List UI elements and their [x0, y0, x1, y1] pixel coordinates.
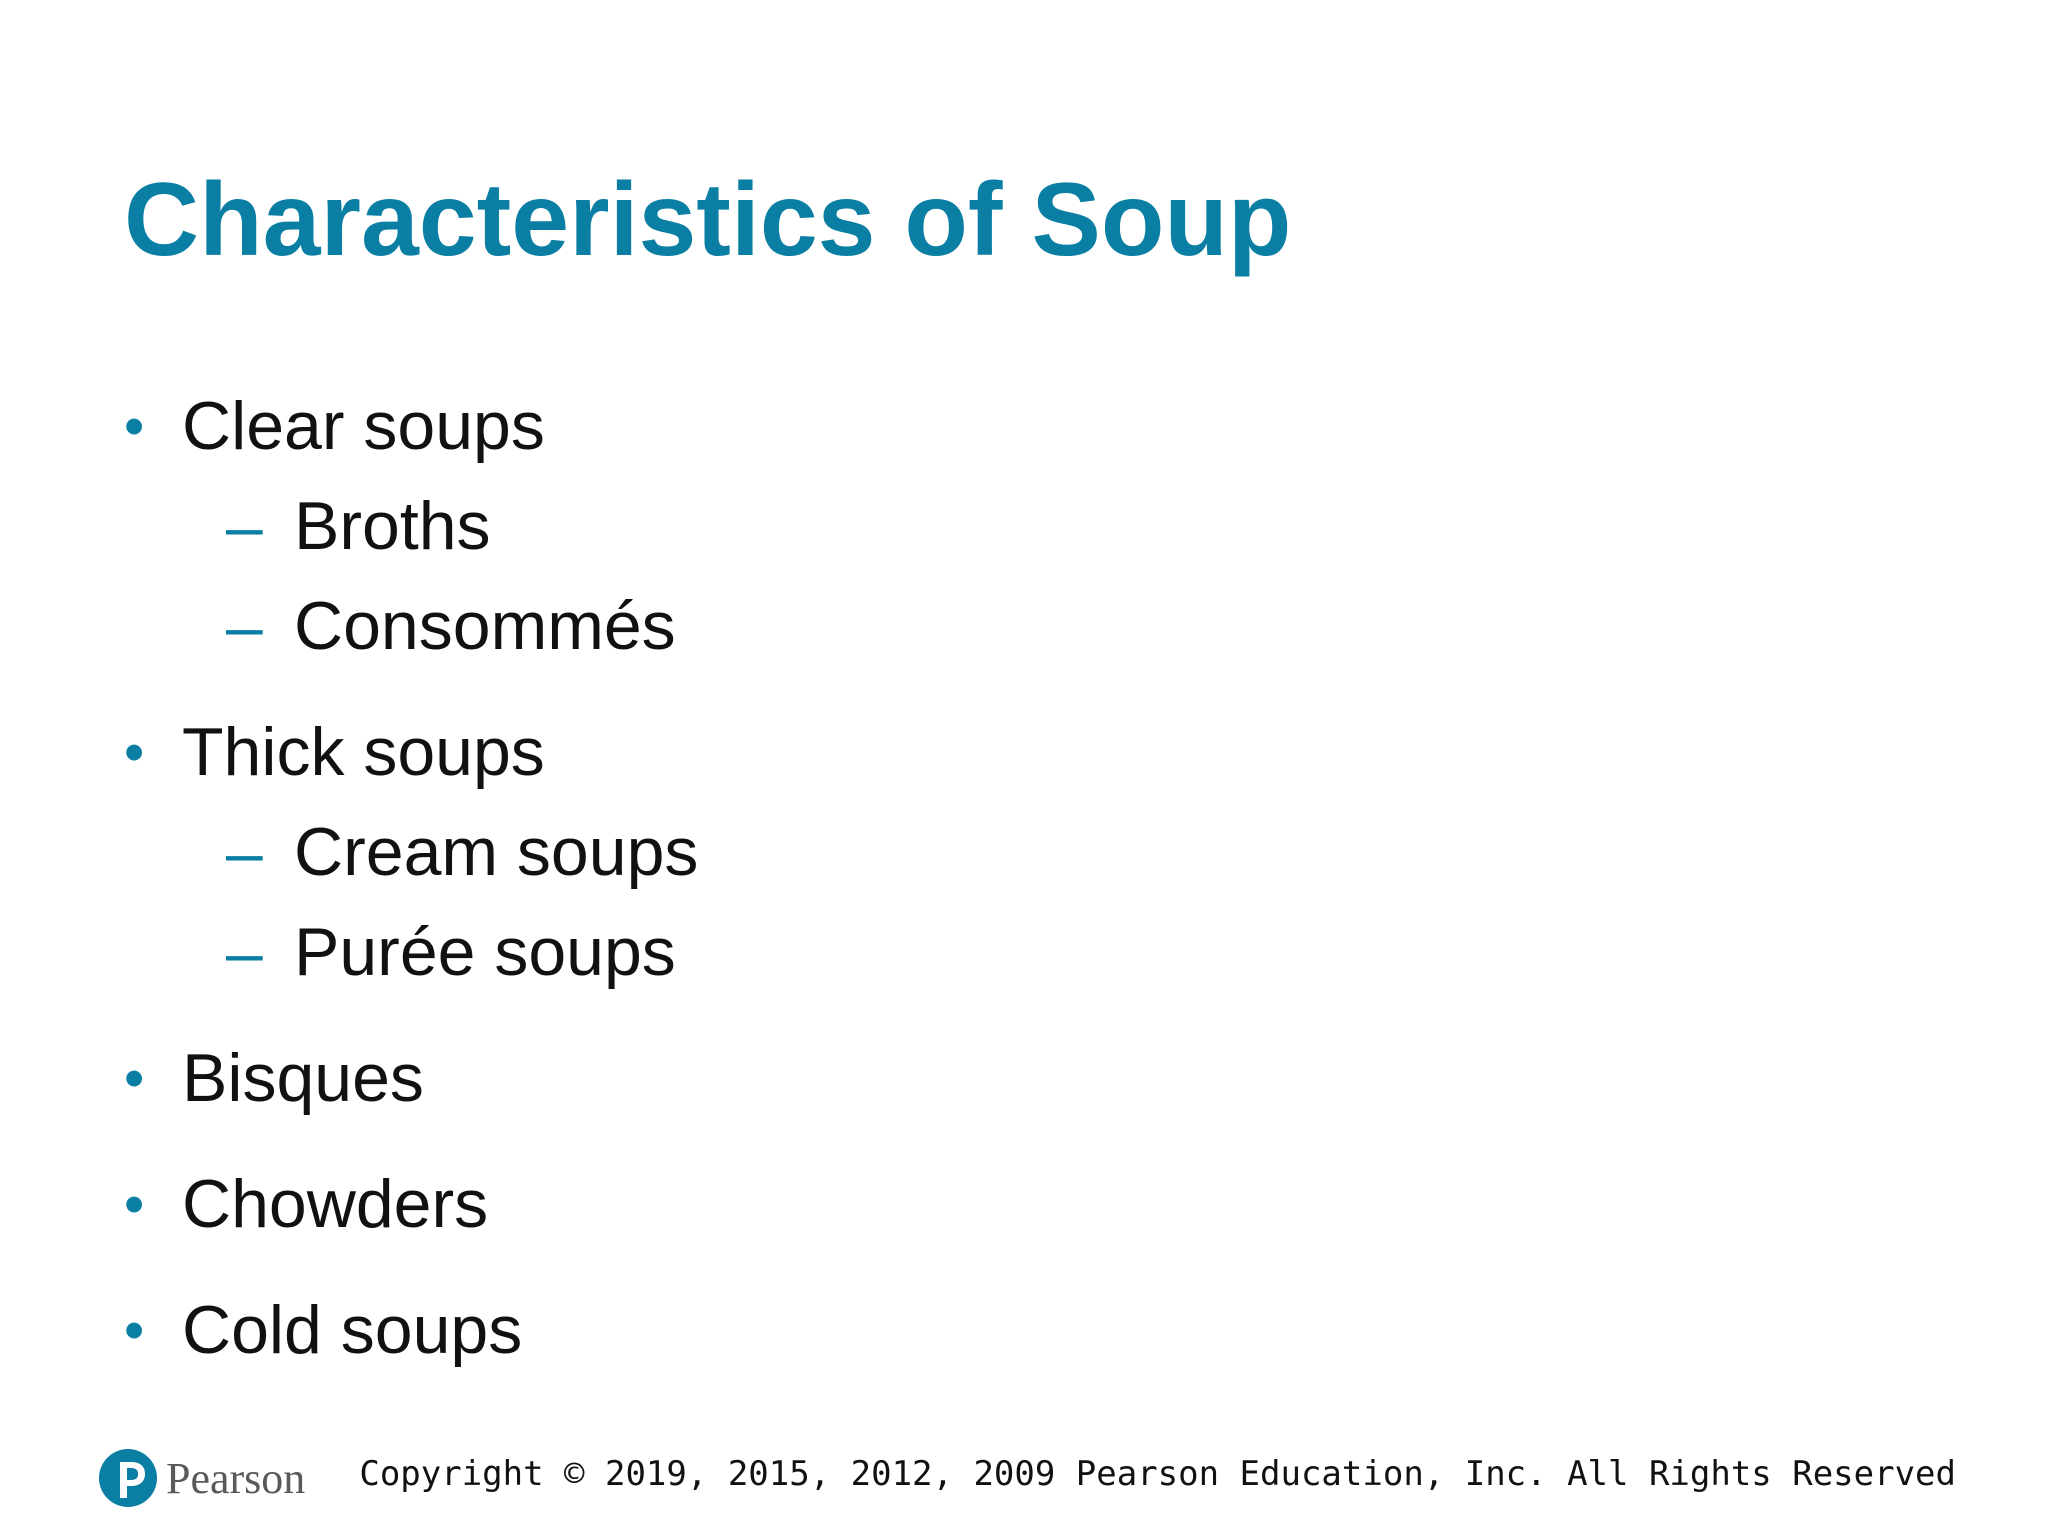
bullet-text: Chowders: [182, 1166, 489, 1242]
bullet-marker: •: [124, 1171, 145, 1237]
bullet-item-bisques: [124, 1038, 424, 1118]
sub-bullet-text: Consommés: [294, 588, 676, 664]
bullet-text: Bisques: [182, 1040, 424, 1116]
sub-bullet-item-broths: [226, 486, 491, 566]
sub-bullet-marker: –: [226, 815, 263, 889]
sub-bullet-marker: –: [226, 489, 263, 563]
sub-bullet-marker: –: [226, 589, 263, 663]
bullet-marker: •: [124, 1045, 145, 1111]
slide-title: Characteristics of Soup: [124, 162, 1292, 278]
sub-bullet-marker: –: [226, 915, 263, 989]
sub-bullet-text: Broths: [294, 488, 491, 564]
sub-bullet-item-consommes: [226, 586, 676, 666]
sub-bullet-text: Cream soups: [294, 814, 699, 890]
sub-bullet-item-puree-soups: [226, 912, 676, 992]
bullet-text: Cold soups: [182, 1292, 523, 1368]
bullet-item-cold-soups: [124, 1290, 522, 1370]
bullet-marker: •: [124, 393, 145, 459]
copyright-notice: Copyright © 2019, 2015, 2012, 2009 Pearson Education, Inc. All Rights Reserved: [359, 1454, 1956, 1494]
bullet-text: Thick soups: [182, 714, 545, 790]
pearson-logo-icon: [98, 1448, 158, 1508]
bullet-text: Clear soups: [182, 388, 545, 464]
bullet-marker: •: [124, 719, 145, 785]
pearson-logo: [98, 1448, 305, 1508]
bullet-item-clear-soups: [124, 386, 545, 466]
sub-bullet-item-cream-soups: [226, 812, 698, 892]
bullet-item-thick-soups: [124, 712, 545, 792]
bullet-item-chowders: [124, 1164, 488, 1244]
pearson-logo-text: Pearson: [166, 1453, 306, 1503]
bullet-marker: •: [124, 1297, 145, 1363]
slide-footer: [0, 1440, 2048, 1520]
sub-bullet-text: Purée soups: [294, 914, 676, 990]
